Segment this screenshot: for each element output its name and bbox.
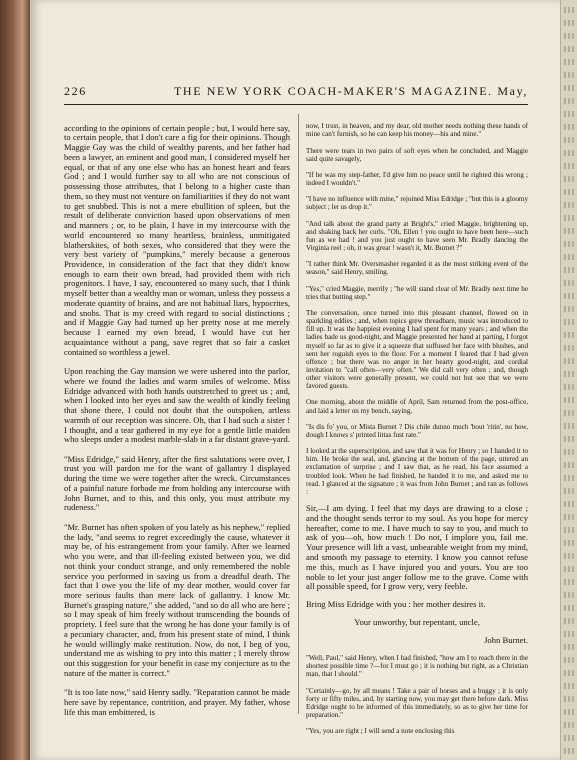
paragraph: "And talk about the grand party at Bright's," cried Maggie, brightening up, and shaking back her curls. "Oh, Ellen ! you ought to have been here—such fun as we had ! and you just ought to have seen Mr. Bradly dancing the Virginia reel ; oh, it was great ! wasn't it, Mr. Burnet ?" [306, 219, 528, 252]
paragraph: "Certainly—go, by all means ! Take a pair of horses and a buggy ; it is only forty or fifty miles, and, by starting now, you may get there before dark. Miss Edridge ought to be informed of this immediately, so as to give her time for preparation." [306, 686, 528, 719]
right-column [306, 114, 528, 743]
column-divider [298, 114, 299, 714]
paragraph: according to the opinions of certain people ; but, I would here say, to certain people, that I don't care a fig for their opinions. Though Maggie Gay was the child of wealthy parents, and her father had been a lawyer, an eminent and good man, I considered myself her equal, or that of any one else who has an honest heart and fears God ; and I would further say to all who are not conscious of possessing those attributes, that I belong to a higher caste than them, so they must not venture on familiarities if they do not want to get snubbed. This is not a mere ebullition of spleen, but the result of deliberate conviction based upon observations of men and manners ; or, to be plain, I have in my intercourse with the world encountered so many heartless, brainless, unmitigated blatherskites, of both sexes, who considered that they were the very best variety of "pumpkins," merely because a generous Providence, in consideration of the fact that they didn't know enough to earn their own bread, had provided them with rich progenitors. I have, I say, encountered so many such, that I think myself better than a wealthy man or woman, unless they possess a moderate quantity of brains, and are not habitual liars, hypocrites, and snobs. That is my creed with regard to social distinctions ; and if Maggie Gay had turned up her pretty nose at me merely because I earned my own bread, I would have cut her acquaintance without a pang, save regret that so fair a casket contained so worthless a jewel. [64, 122, 290, 357]
page-number: 226 [64, 84, 87, 98]
paragraph: now, I trust, in heaven, and my dear, old mother needs nothing these hands of mine can't furnish, so he can keep his money—his and mine." [306, 122, 528, 139]
paragraph: "I rather think Mr. Oversmasher regarded it as the most striking event of the season," said Henry, smiling. [306, 260, 528, 277]
paragraph: "It is too late now," said Henry sadly. "Reparation cannot be made here save by repentance, contrition, and prayer. My father, whose life this man embittered, is [64, 687, 290, 717]
letter-body: Sir,—I am dying. I feel that my days are drawing to a close ; and the thought sends terror to my soul. As you hope for mercy hereafter, come to me. I have much to say to you, and much to ask of you—oh, how much ! Do not, I implore you, fail me. Your presence will lift a vast, unbearable weight from my mind, and smooth my passage to eternity. I know you cannot refuse me this, much as I have injured you and yours. You are too noble to let your just anger follow me to the grave. Come with all possible speed, for I grow very, very feeble. [306, 503, 528, 592]
letter-postscript: Bring Miss Edridge with you : her mother desires it. [306, 599, 486, 610]
paragraph: The conversation, once turned into this pleasant channel, flowed on in sparkling eddies ; and, when topics grew threadbare, music was introduced to fill up. It was the happiest evening I had spent for many years ; and when the ladies bade us good-night, and Maggie presented her hand at parting, I forgot myself so far as to give it a squeeze that suffused her face with blushes, and sent her roguish eyes to the floor. For a moment I feared that I had given offence ; but there was no anger in her hearty good-night, and cordial invitation to "call often—very often." We did call very often ; and, though other visitors were generally present, we could not but see that we were favored guests. [306, 309, 528, 391]
left-column [64, 114, 290, 727]
paragraph: "Yes," cried Maggie, merrily ; "he will stand clear of Mr. Bradly next time he tries that butting step." [306, 284, 528, 301]
paragraph: "Mr. Burnet has often spoken of you lately as his nephew," replied the lady, "and seems to regret exceedingly the cause, whatever it may be, of his estrangement from your family. After we learned who you were, and that ill-feeling existed between you, we did not think your conduct strange, and only remembered the noble service you performed in saving us from a dreadful death. The fact that I owe you the life of my dear mother, would cover far more serious faults than mere lack of gallantry. I know Mr. Burnet's grasping nature," she added, "and so do all who are here ; so I may speak of him freely without transcending the bounds of propriety. I feel sure that the wrong he has done your family is of a pecuniary character, and, from his present state of mind, I think he would willingly make restitution. Now, do not, I beg of you, understand me as wishing to pry into this matter ; I merely throw out this suggestion for your benefit in case my conjecture as to the nature of the matter is correct." [64, 521, 290, 678]
header-rule [64, 104, 528, 105]
paragraph: One morning, about the middle of April, Sam returned from the post-office, and laid a letter on my bench, saying, [306, 398, 528, 415]
paragraph: There were tears in two pairs of soft eyes when he concluded, and Maggie said quite savagely, [306, 146, 528, 163]
issue-month: May, [497, 84, 528, 98]
book-spine [0, 0, 30, 760]
magazine-title: THE NEW YORK COACH-MAKER'S MAGAZINE. [174, 84, 493, 98]
letter-closing: Your unworthy, but repentant, uncle, [354, 617, 480, 628]
paragraph: "Yes, you are right ; I will send a note enclosing this [306, 727, 455, 736]
letter-signature: John Burnet. [484, 635, 528, 646]
paragraph: "I have no influence with mine," rejoined Miss Edridge ; "but this is a gloomy subject ; let us drop it." [306, 195, 528, 212]
paragraph: Upon reaching the Gay mansion we were ushered into the parlor, where we found the ladies and warm smiles of welcome. Miss Edridge advanced with both hands outstretched to greet us ; and, when I looked into her eyes and saw the wealth of kindly feeling that shone there, I could not doubt that the outspoken, artless warmth of our reception was sincere. Oh, that I had such a sister ! I thought, and a tear gathered in my eye for a gentle little maiden who sleeps under a modest marble-slab in a far distant grave-yard. [64, 366, 290, 445]
paragraph: "If he was my step-father, I'd give him no peace until he righted this wrong ; indeed I wouldn't." [306, 170, 528, 187]
facing-page-edge [560, 0, 577, 760]
paragraph: "Is dis fo' you, or Mista Burnet ? Dis chile dunno much 'bout 'ritin', no how, dough I knows s' printed littas fust rate." [306, 422, 528, 439]
paragraph: I looked at the superscription, and saw that it was for Henry ; so I handed it to him. He broke the seal, and, glancing at the bottom of the page, uttered an exclamation of surprise ; and I saw that, as he read, his face assumed a troubled look. When he had finished, he handed it to me, and asked me to read. I glanced at the signature ; it was from John Burnet ; and ran as follows : [306, 447, 528, 496]
paragraph: "Miss Edridge," said Henry, after the first salutations were over, I trust you will pardon me for the want of gallantry I displayed during the time we were together after the wreck. Circumstances of a painful nature forbade me from holding any intercourse with John Burnet, and to this, and this only, you must attribute my rudeness." [64, 453, 290, 513]
running-header [64, 84, 528, 102]
paragraph: "Well, Paul," said Henry, when I had finished, "how am I to reach there in the shortest possible time ?—for I must go ; it is nothing but right, as a Christian man, that I should." [306, 654, 528, 679]
